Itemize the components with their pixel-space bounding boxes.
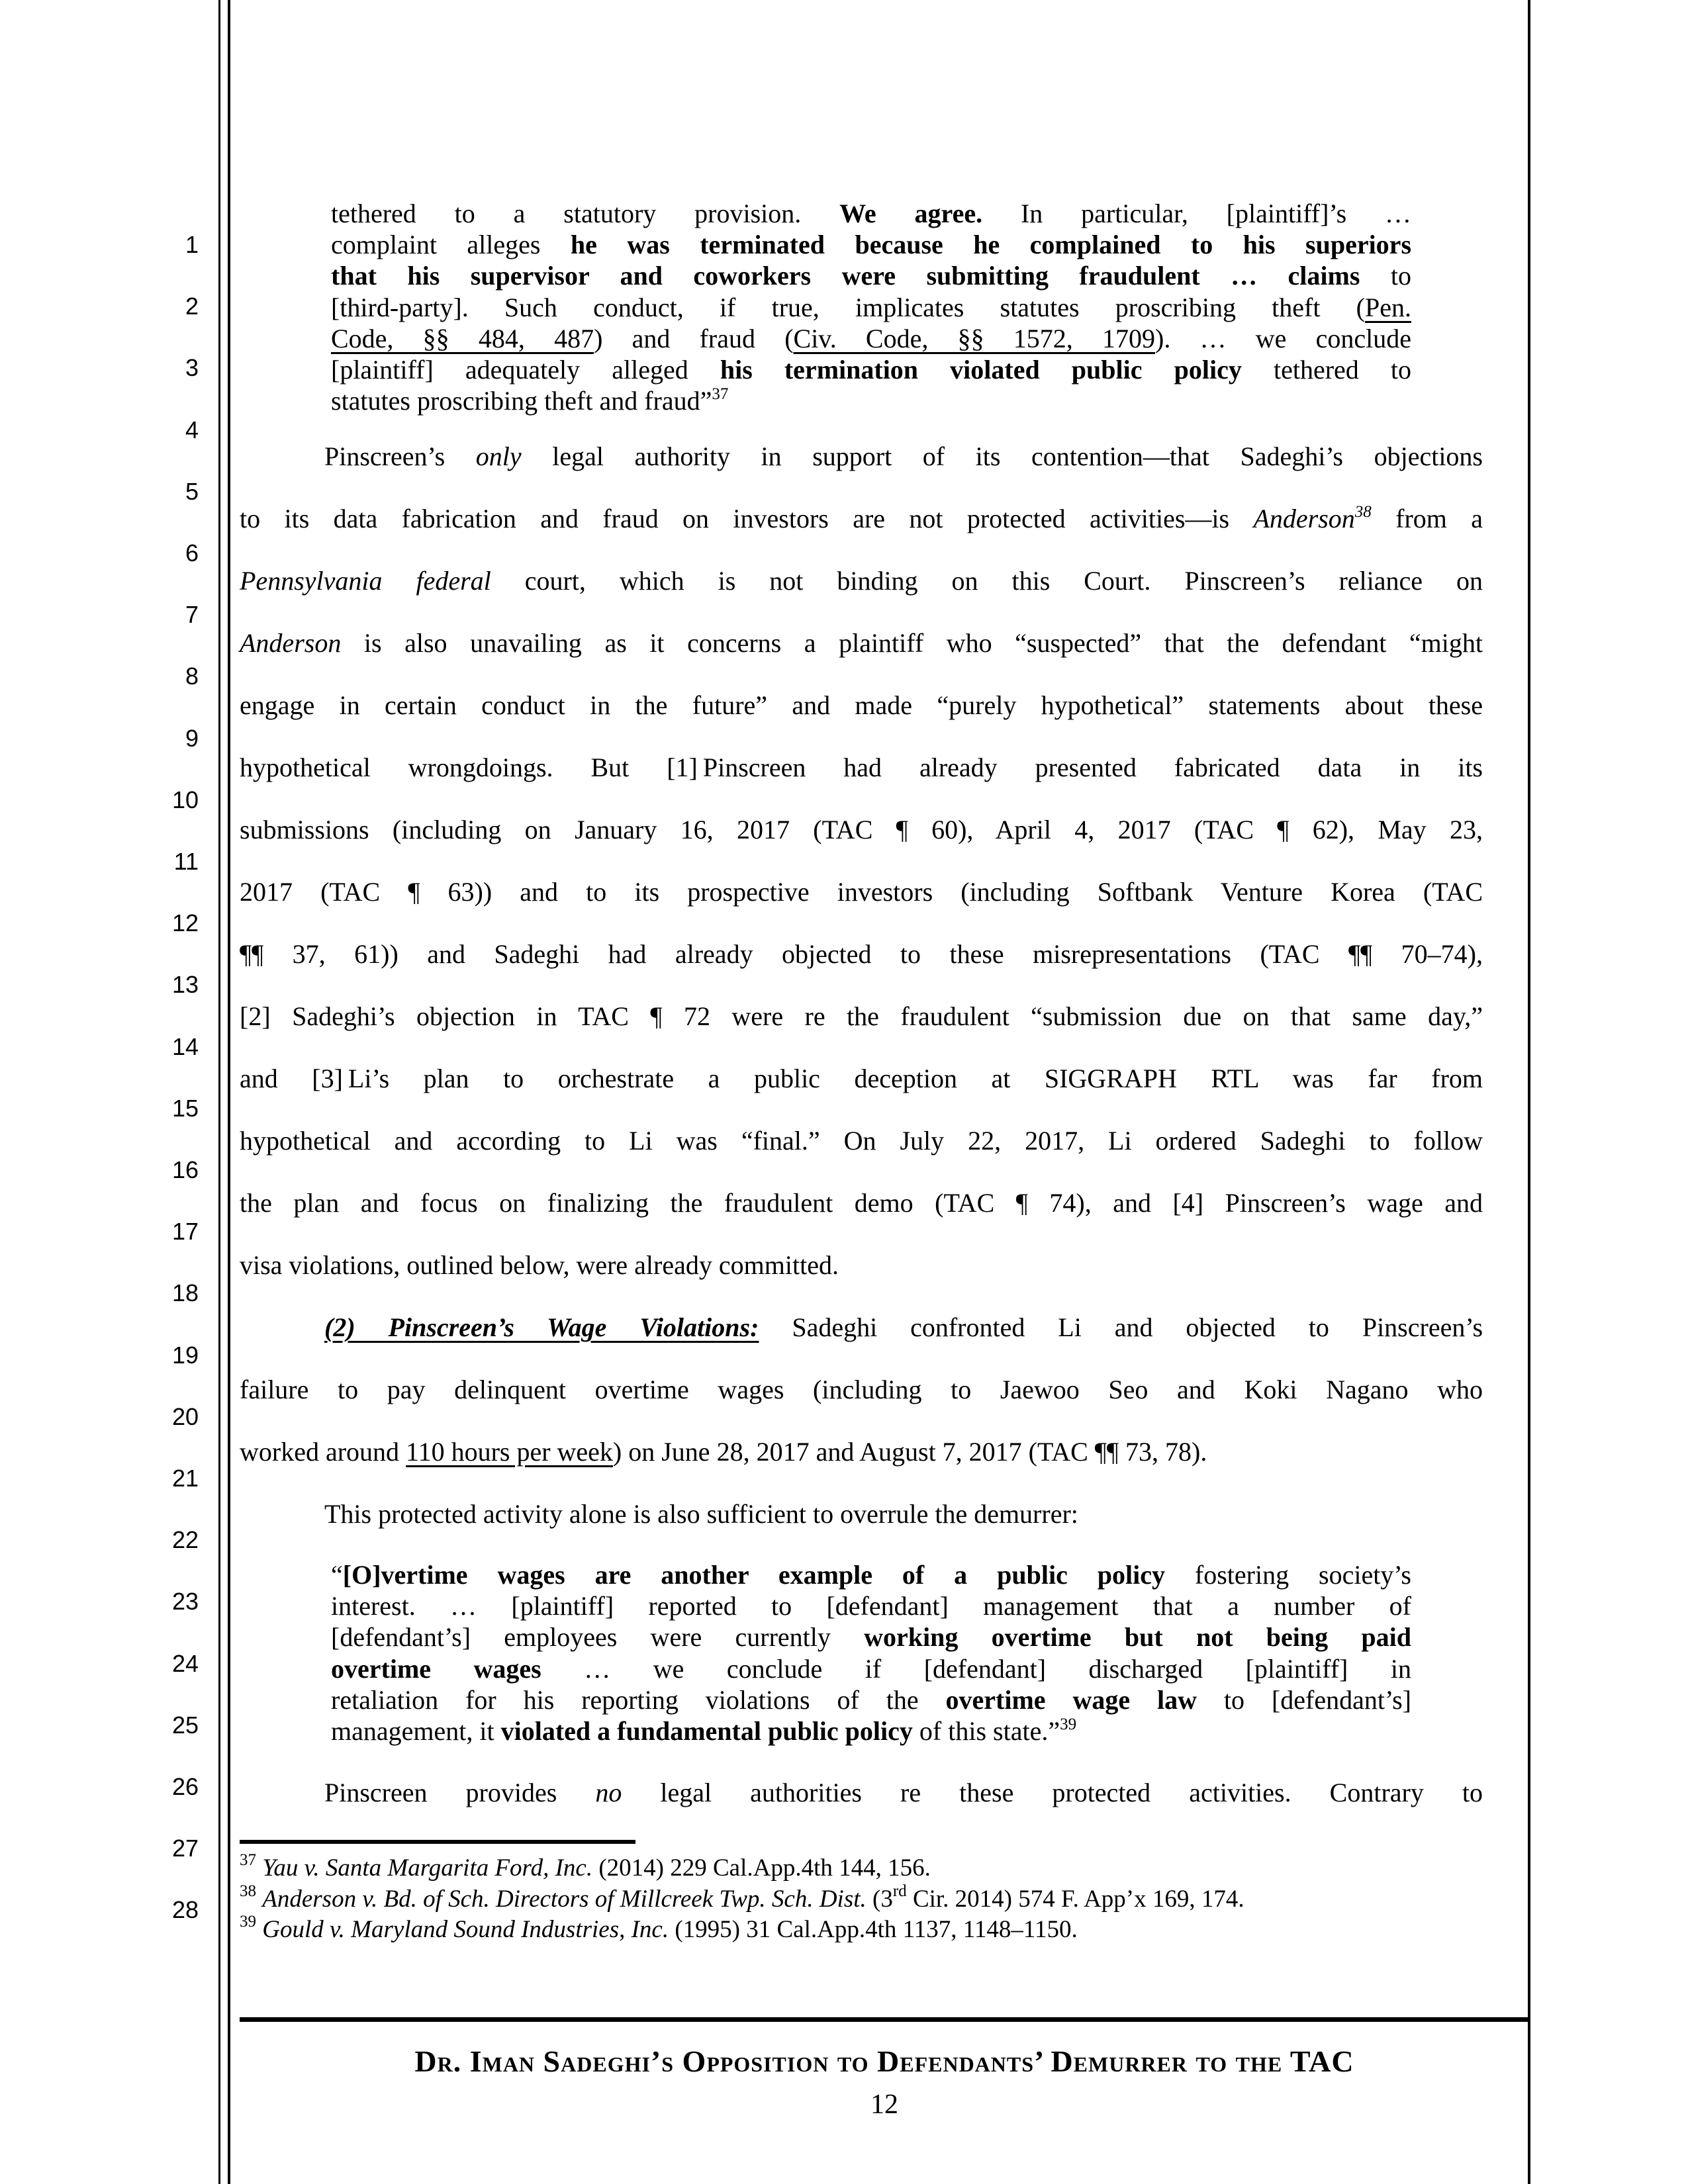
line-number: 25 bbox=[171, 1711, 199, 1739]
line-number: 9 bbox=[185, 724, 199, 752]
para1-line: Pennsylvania federal court, which is not binding on this Court. Pinscreen’s reliance on bbox=[240, 566, 1483, 596]
line-number: 17 bbox=[171, 1218, 199, 1246]
quote1-line: [plaintiff] adequately alleged his termination violated public policy tethered to bbox=[331, 355, 1412, 385]
para1-line: 2017 (TAC ¶ 63)) and to its prospective investors (including Softbank Venture Korea (TAC bbox=[240, 877, 1483, 907]
line-number: 23 bbox=[171, 1588, 199, 1615]
quote1-line: Code, §§ 484, 487) and fraud (Civ. Code, §§ 1572, 1709). … we conclude bbox=[331, 323, 1411, 353]
line-number: 6 bbox=[185, 539, 199, 567]
quote1-line: tethered to a statutory provision. We agree. In particular, [plaintiff]’s … bbox=[331, 199, 1412, 228]
footnote-separator-rule bbox=[240, 1840, 635, 1844]
quote1-line: [third-party]. Such conduct, if true, implicates statutes proscribing theft (Pen. bbox=[331, 292, 1411, 322]
para1-line: and [3] Li’s plan to orchestrate a public deception at SIGGRAPH RTL was far from bbox=[240, 1064, 1483, 1093]
footer-document-title: Dr. Iman Sadeghi’s Opposition to Defendants’ Demurrer to the TAC bbox=[414, 2044, 1354, 2078]
para3-line: This protected activity alone is also sufficient to overrule the demurrer: bbox=[324, 1499, 1078, 1529]
quote2-line: retaliation for his reporting violations of the overtime wage law to [defendant’s] bbox=[331, 1684, 1411, 1715]
para1-line: ¶¶ 37, 61)) and Sadeghi had already objected to these misrepresentations (TAC ¶¶ 70–74), bbox=[240, 939, 1483, 969]
line-number: 4 bbox=[185, 416, 199, 443]
para1-line: the plan and focus on finalizing the fraudulent demo (TAC ¶ 74), and [4] Pinscreen’s wage and bbox=[240, 1188, 1483, 1218]
line-number: 3 bbox=[185, 354, 199, 382]
para2-line: (2) Pinscreen’s Wage Violations: Sadeghi confronted Li and objected to Pinscreen’s bbox=[324, 1312, 1483, 1342]
right-margin-rule bbox=[1528, 0, 1530, 2184]
page-number: 12 bbox=[870, 2089, 898, 2120]
line-number: 5 bbox=[185, 477, 199, 505]
footnotes-line: $^{39}$ Gould v. Maryland Sound Industries, Inc. (1995) 31 Cal.App.4th 1137, 1148–1150. bbox=[240, 1913, 1078, 1943]
quote1-line: complaint alleges he was terminated because he complained to his superiors bbox=[331, 230, 1412, 260]
line-number: 10 bbox=[171, 786, 199, 813]
line-number: 16 bbox=[171, 1156, 199, 1183]
footer-rule bbox=[240, 2017, 1529, 2022]
para1-line: to its data fabrication and fraud on investors are not protected activities—is Anderson$^{38}$ from a bbox=[240, 503, 1483, 533]
para2-line: worked around 110 hours per week) on June 28, 2017 and August 7, 2017 (TAC ¶¶ 73, 78). bbox=[240, 1437, 1207, 1467]
para1-line: hypothetical and according to Li was “final.” On July 22, 2017, Li ordered Sadeghi to follow bbox=[240, 1126, 1483, 1156]
quote1-line: statutes proscribing theft and fraud”$^{37}$ bbox=[331, 385, 729, 416]
quote1-line: that his supervisor and coworkers were submitting fraudulent … claims to bbox=[331, 261, 1411, 291]
footnotes-line: $^{38}$ Anderson v. Bd. of Sch. Directors of Millcreek Twp. Sch. Dist. (3rd Cir. 2014) 574 F. App’x 169, 174. bbox=[240, 1882, 1244, 1913]
line-number: 24 bbox=[171, 1649, 199, 1677]
line-number: 11 bbox=[173, 848, 199, 875]
para4-line: Pinscreen provides no legal authorities re these protected activities. Contrary to bbox=[324, 1778, 1483, 1807]
quote2-line: management, it violated a fundamental public policy of this state.”$^{39}$ bbox=[331, 1715, 1077, 1746]
line-number: 26 bbox=[171, 1773, 199, 1800]
line-number: 21 bbox=[171, 1465, 199, 1492]
line-number: 2 bbox=[185, 293, 199, 320]
line-number: 27 bbox=[171, 1835, 199, 1862]
para1-line: hypothetical wrongdoings. But [1] Pinscreen had already presented fabricated data in its bbox=[240, 752, 1483, 782]
line-number: 8 bbox=[185, 662, 199, 690]
para1-line: [2] Sadeghi’s objection in TAC ¶ 72 were re the fraudulent “submission due on that same day,” bbox=[240, 1001, 1483, 1031]
para2-line: failure to pay delinquent overtime wages (including to Jaewoo Seo and Koki Nagano who bbox=[240, 1375, 1483, 1404]
line-number: 12 bbox=[171, 909, 199, 937]
line-number: 22 bbox=[171, 1526, 199, 1554]
quote2-line: interest. … [plaintiff] reported to [defendant] management that a number of bbox=[331, 1591, 1411, 1621]
footnotes-line: $^{37}$ Yau v. Santa Margarita Ford, Inc. (2014) 229 Cal.App.4th 144, 156. bbox=[240, 1851, 931, 1882]
left-margin-rule-inner bbox=[228, 0, 230, 2184]
para1-line: Anderson is also unavailing as it concerns a plaintiff who “suspected” that the defendant “might bbox=[240, 628, 1483, 658]
line-number: 7 bbox=[185, 601, 199, 629]
line-number: 15 bbox=[171, 1094, 199, 1122]
para1-line: engage in certain conduct in the future” and made “purely hypothetical” statements about these bbox=[240, 690, 1483, 720]
para1-line: Pinscreen’s only legal authority in support of its contention—that Sadeghi’s objections bbox=[324, 441, 1483, 471]
line-number: 14 bbox=[171, 1032, 199, 1060]
line-number: 18 bbox=[171, 1279, 199, 1307]
quote2-line: overtime wages … we conclude if [defendant] discharged [plaintiff] in bbox=[331, 1653, 1411, 1684]
line-number: 28 bbox=[171, 1896, 199, 1924]
para1-line: visa violations, outlined below, were already committed. bbox=[240, 1250, 839, 1280]
quote2-line: [defendant’s] employees were currently working overtime but not being paid bbox=[331, 1622, 1411, 1653]
line-number: 13 bbox=[171, 971, 199, 999]
quote2-line: “[O]vertime wages are another example of a public policy fostering society’s bbox=[331, 1560, 1412, 1590]
line-number: 19 bbox=[171, 1341, 199, 1369]
para1-line: submissions (including on January 16, 2017 (TAC ¶ 60), April 4, 2017 (TAC ¶ 62), May 23, bbox=[240, 815, 1483, 844]
line-number: 1 bbox=[185, 231, 199, 258]
line-number: 20 bbox=[171, 1402, 199, 1430]
left-margin-rule-outer bbox=[218, 0, 220, 2184]
